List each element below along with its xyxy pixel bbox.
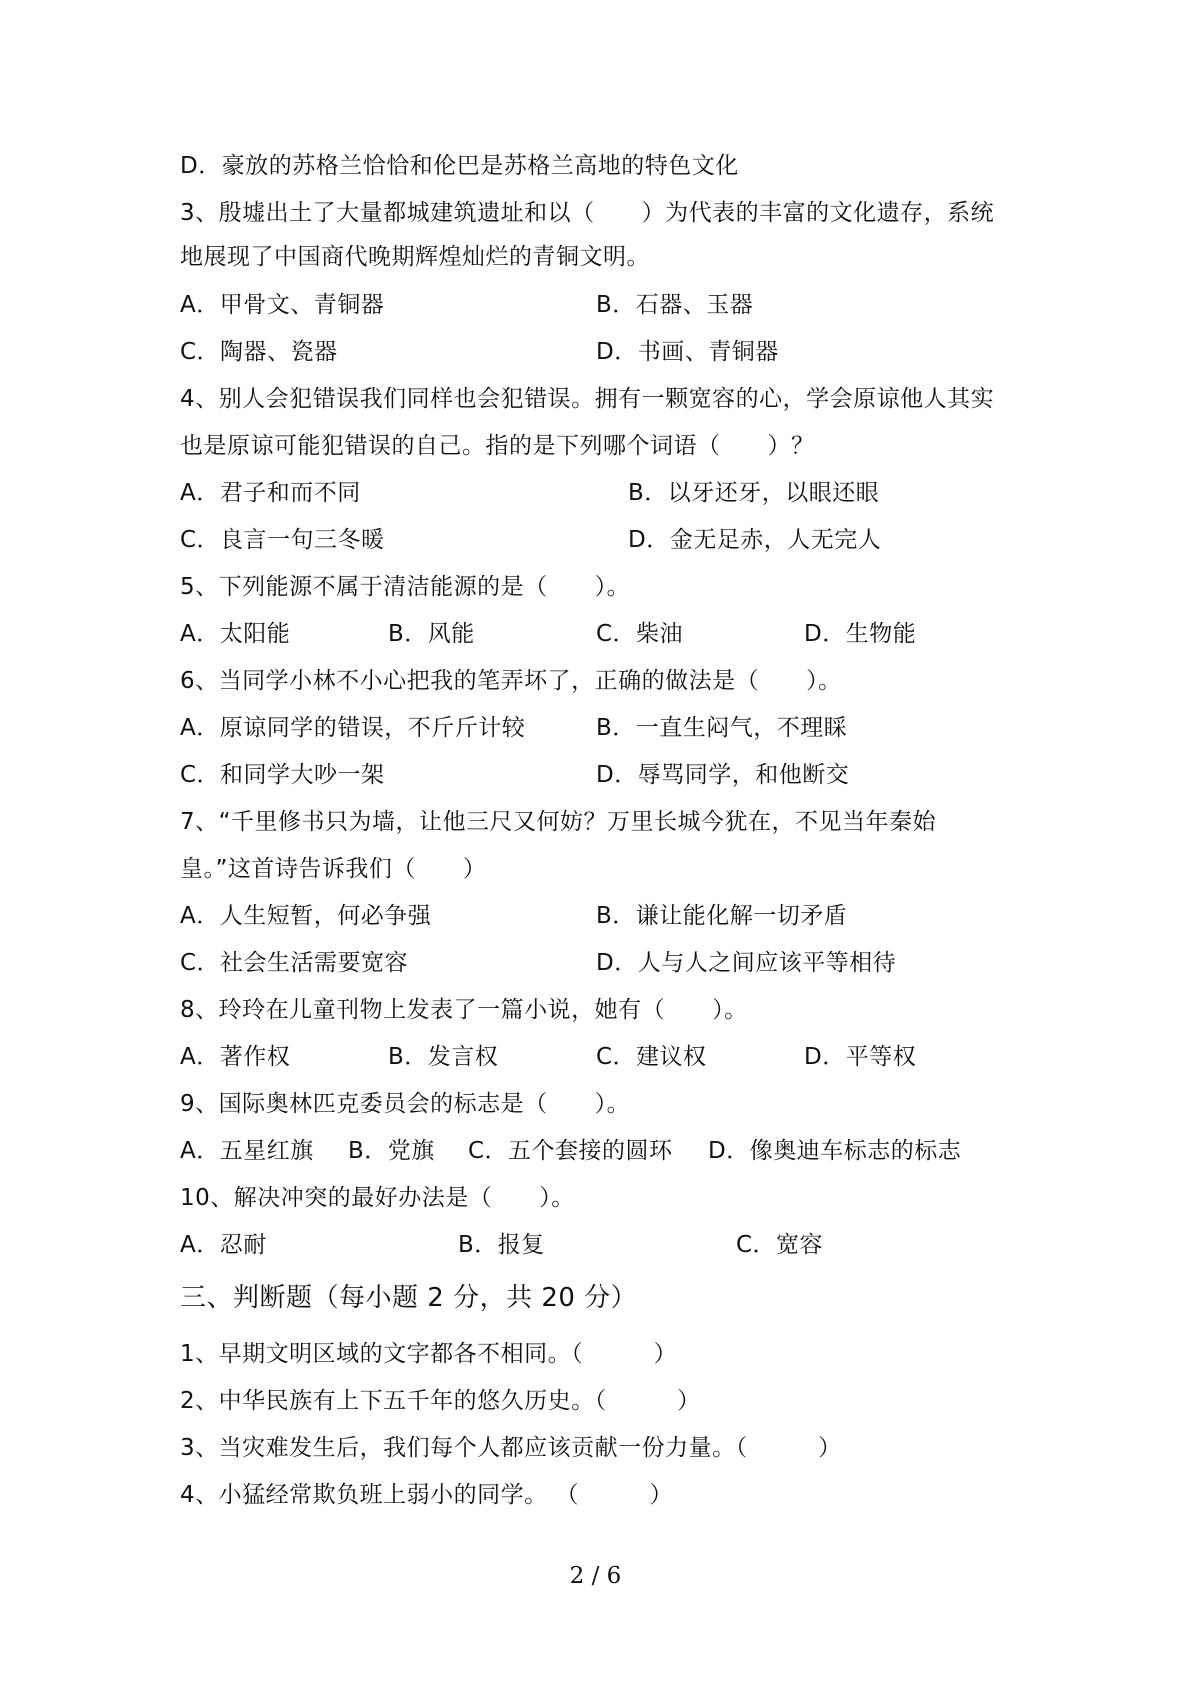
q5-option-b: B．风能 xyxy=(388,621,475,647)
q10-option-b: B．报复 xyxy=(458,1232,545,1258)
q7-option-b: B．谦让能化解一切矛盾 xyxy=(596,903,848,929)
q6-option-d: D．辱骂同学，和他断交 xyxy=(596,762,850,788)
q10-option-a: A．忍耐 xyxy=(180,1232,267,1258)
q10-option-c: C．宽容 xyxy=(736,1232,824,1258)
judgement-item-4: 4、小猛经常欺负班上弱小的同学。 （ ） xyxy=(180,1482,673,1508)
q9-stem: 9、国际奥林匹克委员会的标志是（ ）。 xyxy=(180,1091,631,1117)
q8-option-a: A．著作权 xyxy=(180,1044,291,1070)
q7-option-d: D．人与人之间应该平等相待 xyxy=(596,950,897,976)
q8-option-c: C．建议权 xyxy=(596,1044,707,1070)
q8-option-b: B．发言权 xyxy=(388,1044,499,1070)
q5-option-a: A．太阳能 xyxy=(180,621,291,647)
q3-option-a: A．甲骨文、青铜器 xyxy=(180,292,385,318)
q4-option-d: D．金无足赤，人无完人 xyxy=(628,527,882,553)
q7-option-a: A．人生短暂，何必争强 xyxy=(180,903,432,929)
q4-stem-line2: 也是原谅可能犯错误的自己。指的是下列哪个词语（ ）？ xyxy=(180,433,815,459)
q3-stem-line2: 地展现了中国商代晚期辉煌灿烂的青铜文明。 xyxy=(180,244,650,270)
section-title-judgement: 三、判断题（每小题 2 分，共 20 分） xyxy=(180,1283,638,1313)
q6-option-b: B．一直生闷气，不理睬 xyxy=(596,715,848,741)
q3-option-c: C．陶器、瓷器 xyxy=(180,339,338,365)
q5-option-c: C．柴油 xyxy=(596,621,684,647)
q4-option-b: B．以牙还牙，以眼还眼 xyxy=(628,480,880,506)
judgement-item-1: 1、早期文明区域的文字都各不相同。（ ） xyxy=(180,1341,678,1367)
q4-stem-line1: 4、别人会犯错误我们同样也会犯错误。拥有一颗宽容的心，学会原谅他人其实 xyxy=(180,386,995,412)
q7-stem-line2: 皇。”这首诗告诉我们（ ） xyxy=(180,856,487,882)
q5-option-d: D．生物能 xyxy=(804,621,917,647)
q5-stem: 5、下列能源不属于清洁能源的是（ ）。 xyxy=(180,574,631,600)
q7-stem-line1: 7、“千里修书只为墙，让他三尺又何妨？万里长城今犹在，不见当年秦始 xyxy=(180,809,937,835)
q9-option-c: C．五个套接的圆环 xyxy=(468,1138,673,1164)
q3-option-d: D．书画、青铜器 xyxy=(596,339,779,365)
q6-stem: 6、当同学小林不小心把我的笔弄坏了，正确的做法是（ ）。 xyxy=(180,668,842,694)
q7-option-c: C．社会生活需要宽容 xyxy=(180,950,409,976)
q3-stem-line1: 3、殷墟出土了大量都城建筑遗址和以（ ）为代表的丰富的文化遗存，系统 xyxy=(180,200,995,226)
q6-option-a: A．原谅同学的错误，不斤斤计较 xyxy=(180,715,526,741)
q4-option-c: C．良言一句三冬暖 xyxy=(180,527,385,553)
q9-option-b: B．党旗 xyxy=(348,1138,435,1164)
q2-option-d: D．豪放的苏格兰恰恰和伦巴是苏格兰高地的特色文化 xyxy=(180,153,739,179)
q9-option-d: D．像奥迪车标志的标志 xyxy=(708,1138,962,1164)
q4-option-a: A．君子和而不同 xyxy=(180,480,361,506)
judgement-item-2: 2、中华民族有上下五千年的悠久历史。（ ） xyxy=(180,1388,701,1414)
q8-option-d: D．平等权 xyxy=(804,1044,917,1070)
q6-option-c: C．和同学大吵一架 xyxy=(180,762,385,788)
q8-stem: 8、玲玲在儿童刊物上发表了一篇小说，她有（ ）。 xyxy=(180,997,748,1023)
q10-stem: 10、解决冲突的最好办法是（ ）。 xyxy=(180,1185,575,1211)
page-number: 2 / 6 xyxy=(569,1563,622,1589)
q9-option-a: A．五星红旗 xyxy=(180,1138,314,1164)
q3-option-b: B．石器、玉器 xyxy=(596,292,754,318)
judgement-item-3: 3、当灾难发生后，我们每个人都应该贡献一份力量。（ ） xyxy=(180,1435,842,1461)
